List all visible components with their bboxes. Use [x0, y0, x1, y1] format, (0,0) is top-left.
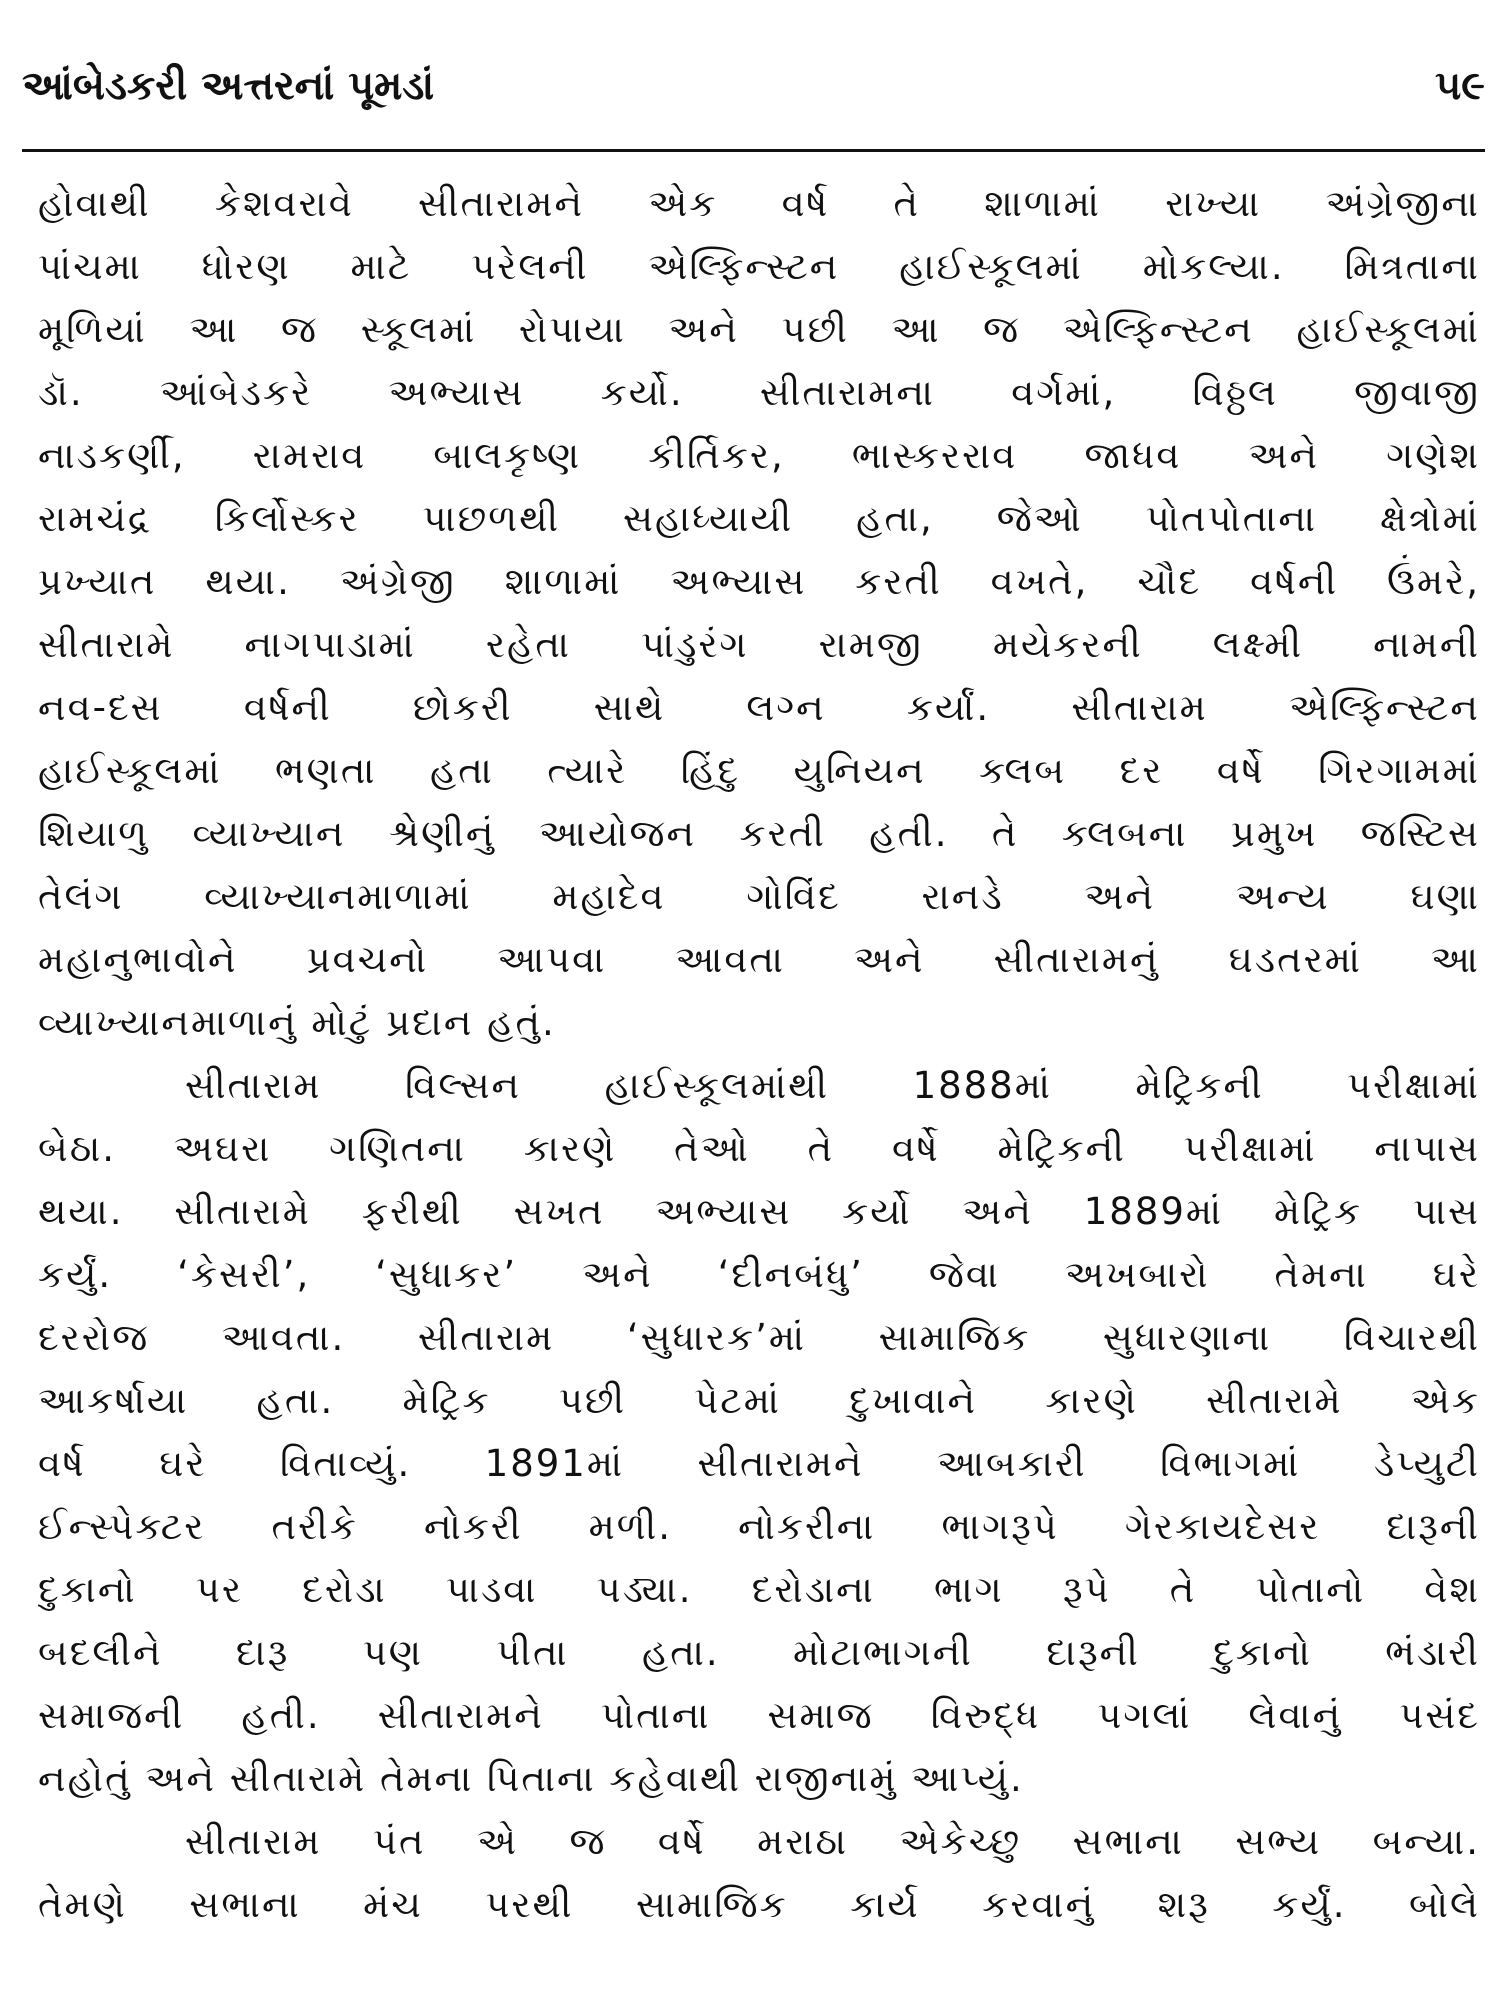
- text-line: તેલંગ વ્યાખ્યાનમાળામાં મહાદેવ ગોવિંદ રાનડે અને અન્ય ઘણા: [38, 875, 1480, 918]
- text-line: કર્યું. ‘કેસરી’, ‘સુધાકર’ અને ‘દીનબંધુ’ જેવા અખબારો તેમના ઘરે: [38, 1253, 1480, 1296]
- text-line: બદલીને દારૂ પણ પીતા હતા. મોટાભાગની દારૂની દુકાનો ભંડારી: [38, 1631, 1480, 1674]
- text-line: સમાજની હતી. સીતારામને પોતાના સમાજ વિરુદ્ધ પગલાં લેવાનું પસંદ: [38, 1694, 1480, 1737]
- text-line: સીતારામે નાગપાડામાં રહેતા પાંડુરંગ રામજી મયેકરની લક્ષ્મી નામની: [38, 623, 1480, 666]
- text-line: પાંચમા ધોરણ માટે પરેલની એલ્ફિન્સ્ટન હાઈસ્કૂલમાં મોકલ્યા. મિત્રતાના: [38, 245, 1480, 288]
- text-line: ડૉ. આંબેડકરે અભ્યાસ કર્યો. સીતારામના વર્ગમાં, વિઠ્ઠલ જીવાજી: [38, 371, 1480, 414]
- header-rule: [22, 149, 1485, 152]
- text-line: નવ-દસ વર્ષની છોકરી સાથે લગ્ન કર્યાં. સીતારામ એલ્ફિન્સ્ટન: [38, 686, 1480, 729]
- body-text: [38, 172, 1480, 1936]
- text-line: મૂળિયાં આ જ સ્કૂલમાં રોપાયા અને પછી આ જ એલ્ફિન્સ્ટન હાઈસ્કૂલમાં: [38, 308, 1480, 351]
- text-line: હાઈસ્કૂલમાં ભણતા હતા ત્યારે હિંદુ યુનિયન ક્લબ દર વર્ષે ગિરગામમાં: [38, 749, 1480, 792]
- paragraph: [38, 1054, 1480, 1810]
- text-line: વર્ષ ઘરે વિતાવ્યું. 1891માં સીતારામને આબકારી વિભાગમાં ડેપ્યુટી: [38, 1442, 1480, 1485]
- paragraph: [38, 172, 1480, 1054]
- page-number: ૫૯: [1435, 63, 1485, 109]
- text-line: રામચંદ્ર કિર્લોસ્કર પાછળથી સહાધ્યાયી હતા, જેઓ પોતપોતાના ક્ષેત્રોમાં: [38, 497, 1480, 540]
- text-line: હોવાથી કેશવરાવે સીતારામને એક વર્ષ તે શાળામાં રાખ્યા અંગ્રેજીના: [38, 182, 1480, 225]
- text-line: બેઠા. અઘરા ગણિતના કારણે તેઓ તે વર્ષે મેટ્રિકની પરીક્ષામાં નાપાસ: [38, 1127, 1480, 1170]
- text-line: વ્યાખ્યાનમાળાનું મોટું પ્રદાન હતું.: [38, 1001, 556, 1044]
- text-line: સીતારામ પંત એ જ વર્ષે મરાઠા એકેચ્છુ સભાના સભ્ય બન્યા.: [185, 1820, 1480, 1863]
- text-line: થયા. સીતારામે ફરીથી સખત અભ્યાસ કર્યો અને 1889માં મેટ્રિક પાસ: [38, 1190, 1480, 1233]
- text-line: તેમણે સભાના મંચ પરથી સામાજિક કાર્ય કરવાનું શરૂ કર્યું. બોલે: [38, 1883, 1480, 1926]
- text-line: નહોતું અને સીતારામે તેમના પિતાના કહેવાથી રાજીનામું આપ્યું.: [38, 1757, 1024, 1800]
- text-line: નાડકર્ણી, રામરાવ બાલકૃષ્ણ કીર્તિકર, ભાસ્કરરાવ જાધવ અને ગણેશ: [38, 434, 1480, 477]
- text-line: સીતારામ વિલ્સન હાઈસ્કૂલમાંથી 1888માં મેટ્રિકની પરીક્ષામાં: [185, 1064, 1480, 1107]
- text-line: દુકાનો પર દરોડા પાડવા પડ્યા. દરોડાના ભાગ રૂપે તે પોતાનો વેશ: [38, 1568, 1480, 1611]
- text-line: આકર્ષાયા હતા. મેટ્રિક પછી પેટમાં દુખાવાને કારણે સીતારામે એક: [38, 1379, 1480, 1422]
- book-title: આંબેડકરી અત્તરનાં પૂમડાં: [22, 63, 435, 109]
- text-line: પ્રખ્યાત થયા. અંગ્રેજી શાળામાં અભ્યાસ કરતી વખતે, ચૌદ વર્ષની ઉંમરે,: [38, 560, 1480, 603]
- text-line: મહાનુભાવોને પ્રવચનો આપવા આવતા અને સીતારામનું ઘડતરમાં આ: [38, 938, 1480, 981]
- text-line: ઈન્સ્પેક્ટર તરીકે નોકરી મળી. નોકરીના ભાગરૂપે ગેરકાયદેસર દારૂની: [38, 1505, 1480, 1548]
- paragraph: [38, 1810, 1480, 1936]
- running-header: [22, 56, 1485, 116]
- text-line: દરરોજ આવતા. સીતારામ ‘સુધારક’માં સામાજિક સુધારણાના વિચારથી: [38, 1316, 1480, 1359]
- text-line: શિયાળુ વ્યાખ્યાન શ્રેણીનું આયોજન કરતી હતી. તે ક્લબના પ્રમુખ જસ્ટિસ: [38, 812, 1480, 855]
